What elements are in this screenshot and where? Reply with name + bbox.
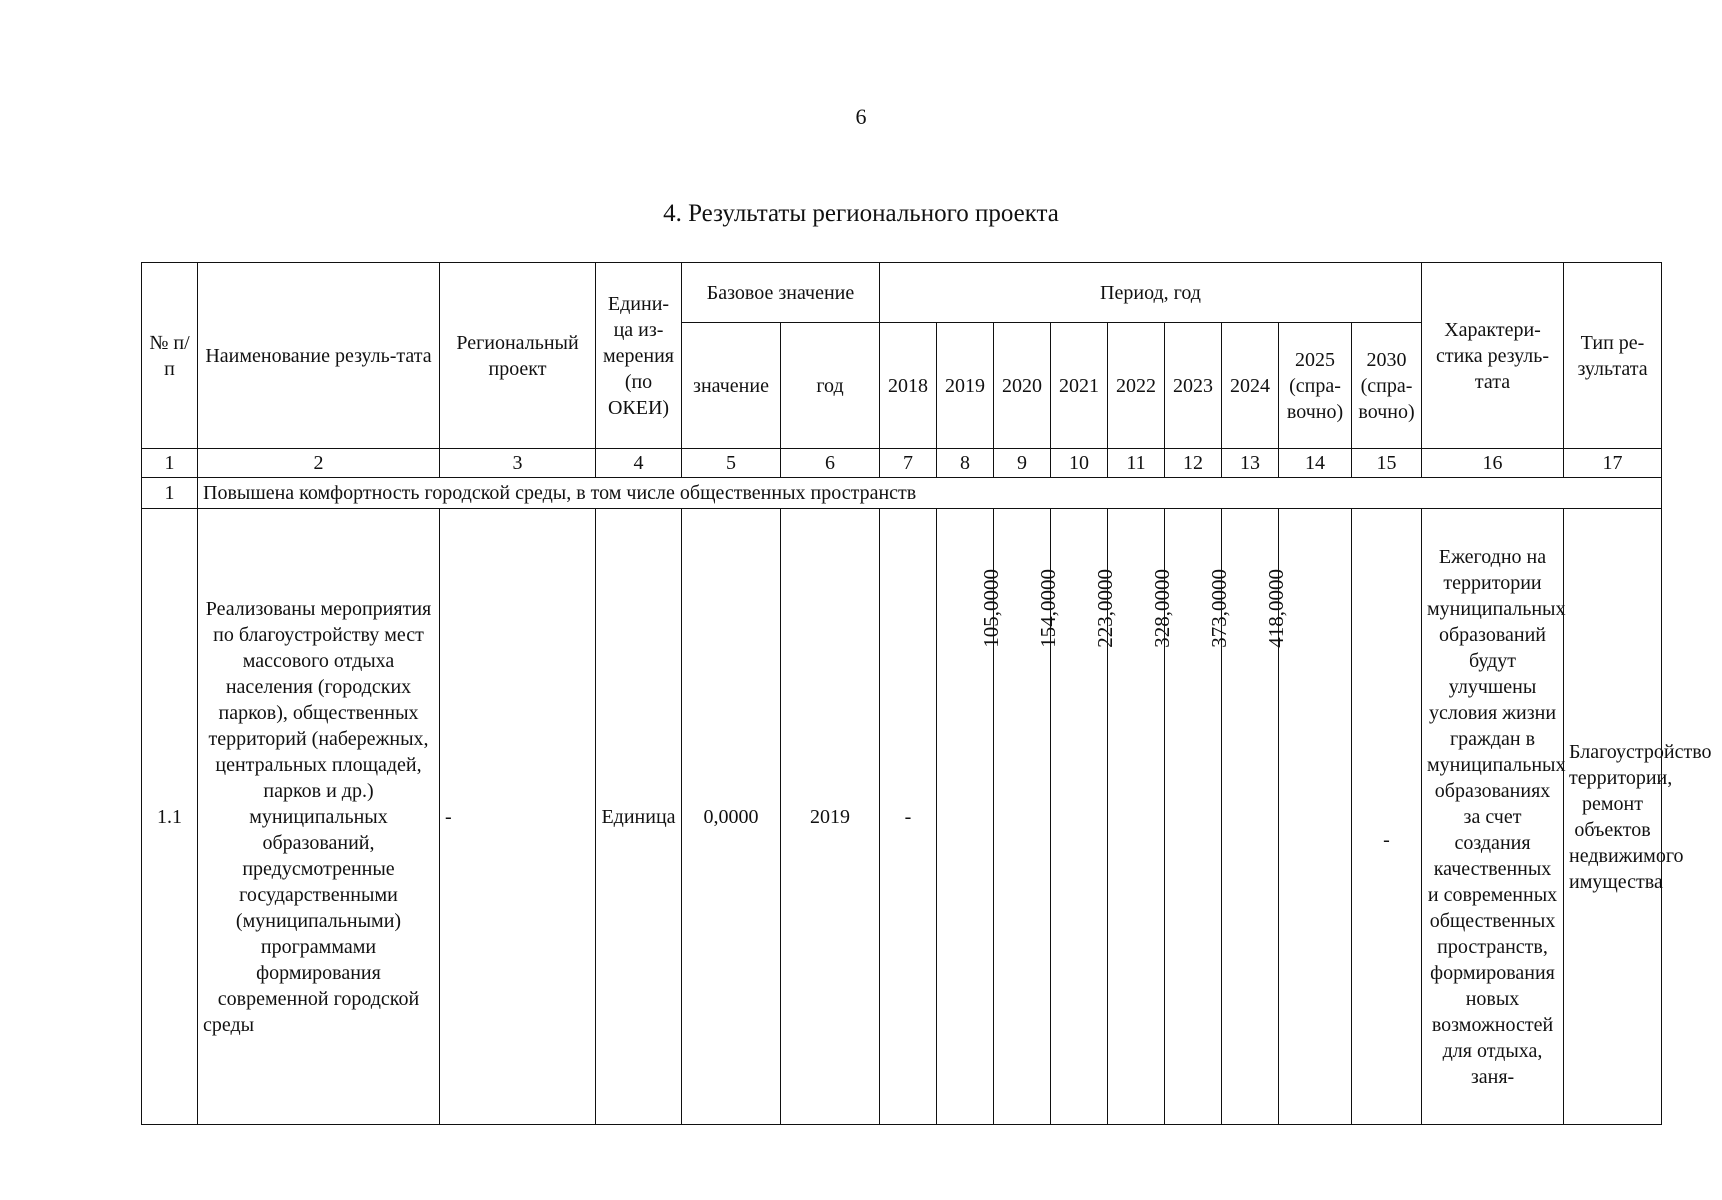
header-year-2022: 2022: [1108, 323, 1165, 449]
column-number: 13: [1222, 449, 1279, 478]
row-num: 1.1: [142, 509, 198, 1125]
section-text: Повышена комфортность городской среды, в том числе общественных пространств: [198, 478, 1662, 509]
header-year-2023: 2023: [1165, 323, 1222, 449]
page-number: 6: [855, 104, 867, 129]
column-number: 8: [937, 449, 994, 478]
column-numbers-row: [142, 449, 1662, 478]
row-characteristic: Ежегодно на территории муниципальных образований будут улучшены условия жизни граждан в муниципальных образованиях за счет создания качественных и современных общественных пространств, формирования новых возможностей для отдыха, заня-: [1422, 509, 1564, 1125]
header-characteristic: Характери-стика резуль-тата: [1422, 263, 1564, 449]
column-number: 10: [1051, 449, 1108, 478]
row-value-2023: 373,0000: [1207, 569, 1232, 648]
column-number: 4: [596, 449, 682, 478]
header-base-year: год: [781, 323, 880, 449]
row-base-value: 0,0000: [682, 509, 781, 1125]
header-unit: Едини-ца из-мерения (по ОКЕИ): [596, 263, 682, 449]
section-num: 1: [142, 478, 198, 509]
header-num: № п/п: [142, 263, 198, 449]
row-value-2024: 418,0000: [1264, 569, 1289, 648]
table-row: [142, 509, 1662, 1125]
section-row: [142, 478, 1662, 509]
header-base: Базовое значение: [682, 263, 880, 323]
row-value-2020: 154,0000: [1036, 569, 1061, 648]
column-number: 3: [440, 449, 596, 478]
row-type: Благоустройство территории, ремонт объектов недвижимого имущества: [1564, 509, 1662, 1125]
header-year-2020: 2020: [994, 323, 1051, 449]
header-year-2024: 2024: [1222, 323, 1279, 449]
column-number: 6: [781, 449, 880, 478]
row-name: Реализованы мероприятия по благоустройству мест массового отдыха населения (городских парков), общественных территорий (набережных, центральных площадей, парков и др.) муниципальных образований, предусмотренные государственными (муниципальными) программами формирования современной городской среды: [198, 509, 440, 1125]
row-value-2021: 223,0000: [1093, 569, 1118, 648]
column-number: 1: [142, 449, 198, 478]
header-year-2025: 2025 (спра-вочно): [1279, 323, 1352, 449]
column-number: 11: [1108, 449, 1165, 478]
column-number: 17: [1564, 449, 1662, 478]
header-type: Тип ре-зультата: [1564, 263, 1662, 449]
column-number: 9: [994, 449, 1051, 478]
header-name: Наименование резуль-тата: [198, 263, 440, 449]
column-number: 7: [880, 449, 937, 478]
column-number: 2: [198, 449, 440, 478]
header-period: Период, год: [880, 263, 1422, 323]
header-project: Региональный проект: [440, 263, 596, 449]
header-year-2030: 2030 (спра-вочно): [1352, 323, 1422, 449]
column-number: 15: [1352, 449, 1422, 478]
header-year-2021: 2021: [1051, 323, 1108, 449]
section-title: 4. Результаты регионального проекта: [663, 200, 1059, 227]
header-base-value: значение: [682, 323, 781, 449]
column-number: 14: [1279, 449, 1352, 478]
row-unit: Единица: [596, 509, 682, 1125]
header-year-2018: 2018: [880, 323, 937, 449]
row-value-2030: -: [1383, 829, 1390, 851]
column-number: 16: [1422, 449, 1564, 478]
row-base-year: 2019: [781, 509, 880, 1125]
row-project: -: [440, 509, 596, 1125]
column-number: 5: [682, 449, 781, 478]
row-value-2019: 105,0000: [979, 569, 1004, 648]
row-value-2018: -: [880, 509, 937, 1125]
row-value-2022: 328,0000: [1150, 569, 1175, 648]
column-number: 12: [1165, 449, 1222, 478]
results-table: [141, 262, 1712, 1125]
header-year-2019: 2019: [937, 323, 994, 449]
row-value-2025: [1279, 509, 1352, 1125]
